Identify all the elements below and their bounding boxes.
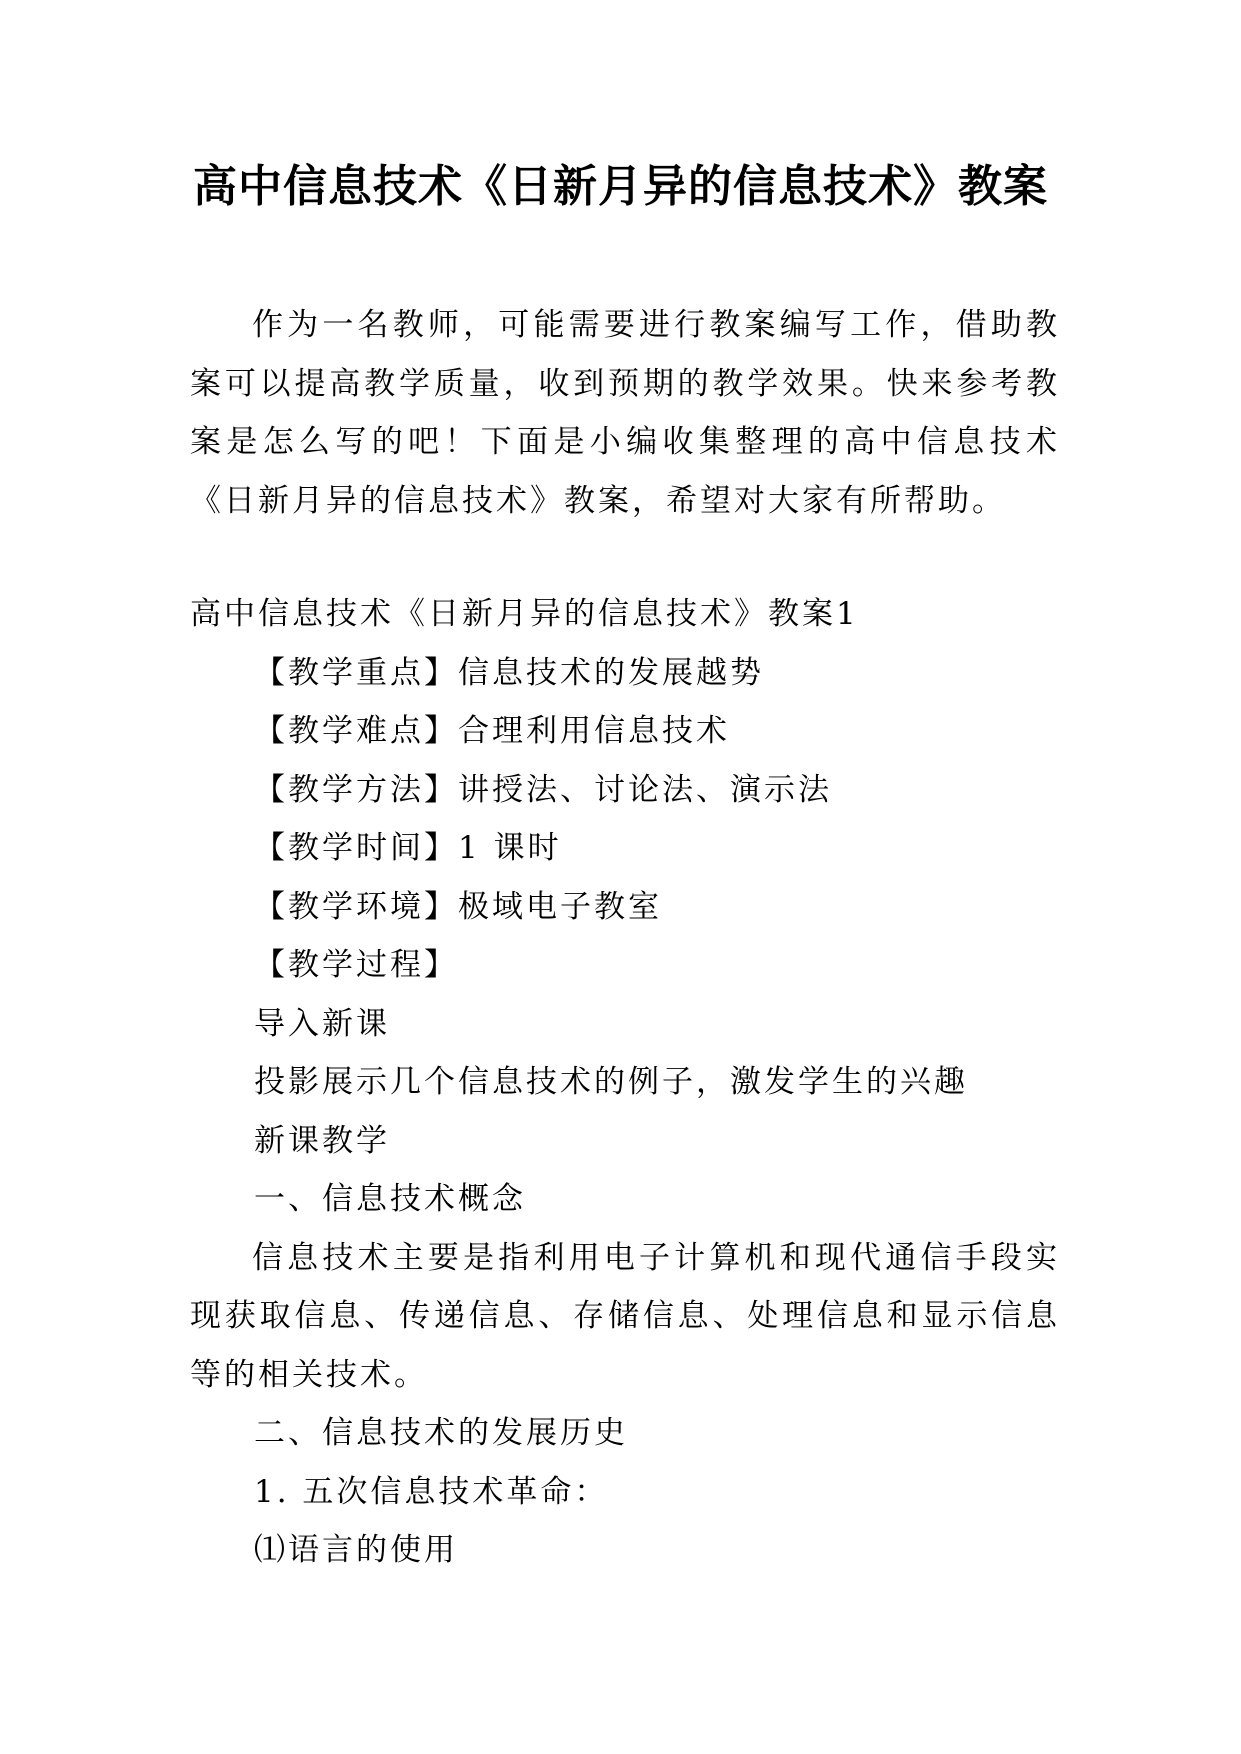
section-heading: 高中信息技术《日新月异的信息技术》教案1: [190, 596, 859, 632]
lesson-step-projection: 投影展示几个信息技术的例子，激发学生的兴趣: [254, 1064, 968, 1100]
definition-paragraph: 信息技术主要是指利用电子计算机和现代通信手段实现获取信息、传递信息、存储信息、处理信息和显示信息等的相关技术。: [190, 1239, 1060, 1393]
lesson-item-focus: 【教学重点】信息技术的发展越势: [254, 654, 764, 691]
intro-block: [190, 296, 1060, 530]
lesson-content: [190, 585, 1060, 1580]
lesson-step-intro: 导入新课: [254, 1005, 390, 1042]
lesson-item-time: 【教学时间】1 课时: [254, 830, 562, 866]
lesson-step-new-lesson: 新课教学: [254, 1122, 390, 1159]
lesson-item-environment: 【教学环境】极域电子教室: [254, 888, 662, 925]
lesson-subheading-concept: 一、信息技术概念: [254, 1181, 526, 1217]
lesson-list-item-language: ⑴语言的使用: [254, 1532, 458, 1568]
lesson-item-difficulty: 【教学难点】合理利用信息技术: [254, 713, 730, 749]
intro-paragraph: 作为一名教师，可能需要进行教案编写工作，借助教案可以提高教学质量，收到预期的教学效果。快来参考教案是怎么写的吧！下面是小编收集整理的高中信息技术《日新月异的信息技术》教案，希望对大家有所帮助。: [190, 307, 1060, 519]
document-title: 高中信息技术《日新月异的信息技术》教案: [193, 161, 1048, 212]
lesson-subheading-history: 二、信息技术的发展历史: [254, 1415, 628, 1451]
lesson-list-revolutions: 1. 五次信息技术革命：: [254, 1473, 609, 1510]
lesson-item-method: 【教学方法】讲授法、讨论法、演示法: [254, 771, 832, 808]
lesson-item-process: 【教学过程】: [254, 947, 458, 983]
